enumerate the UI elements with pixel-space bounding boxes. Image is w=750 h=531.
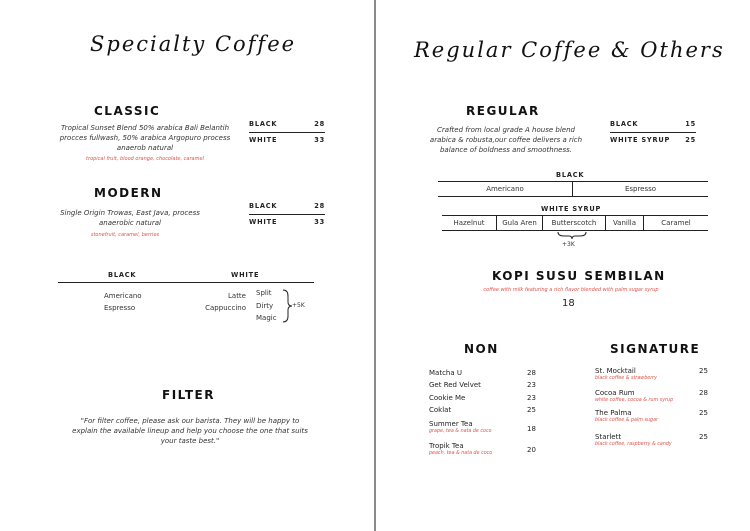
modern-tasting-notes: stonefruit, caramel, berries [90, 232, 160, 238]
classic-description: Tropical Sunset Blend 50% arabica Bali Belantih procces fullwash, 50% arabica Argopuro process anaerob natural [59, 124, 231, 152]
black-table-bottom-line [438, 196, 708, 197]
menu-item-description: black coffee, raspberry & candy [595, 442, 672, 447]
list-item [595, 367, 710, 381]
modern-price-table [249, 199, 325, 230]
classic-price-table [249, 117, 325, 148]
list-item [429, 381, 544, 389]
classic-black-label: BLACK [249, 120, 278, 128]
classic-white-price: 33 [314, 136, 325, 144]
filter-heading: FILTER [162, 388, 215, 402]
menu-item-description: peach, tea & nata de coco [429, 451, 493, 456]
classic-black-price: 28 [314, 120, 325, 128]
regular-black-price: 15 [685, 120, 696, 128]
option-split: Split [256, 289, 272, 297]
menu-item-name: Matcha U [429, 369, 462, 377]
styles-white-header: WHITE [231, 271, 260, 279]
menu-item-name: Get Red Velvet [429, 381, 481, 389]
classic-white-label: WHITE [249, 136, 278, 144]
syrup-brace-icon [557, 231, 587, 240]
black-item-americano: Americano [104, 292, 142, 300]
regular-description: Crafted from local grade A house blend arabica & robusta,our coffee delivers a rich balance of boldness and smoothness. [429, 126, 583, 154]
menu-item-name: Cookie Me [429, 394, 466, 402]
kopi-susu-heading: KOPI SUSU SEMBILAN [492, 269, 666, 283]
menu-item-description: black coffee & palm sugar [595, 418, 658, 423]
modern-black-price: 28 [314, 202, 325, 210]
options-upcharge: +5K [292, 302, 305, 309]
menu-item-name: Coklat [429, 406, 452, 414]
styles-black-header: BLACK [108, 271, 137, 279]
menu-item-name: The Palma [595, 409, 632, 417]
menu-item-price: 25 [699, 409, 708, 417]
modern-black-label: BLACK [249, 202, 278, 210]
modern-heading: MODERN [94, 186, 163, 200]
styles-divider [58, 282, 314, 283]
syrup-hazelnut: Hazelnut [453, 219, 485, 227]
regular-price-table [610, 117, 696, 148]
modern-white-price: 33 [314, 218, 325, 226]
list-item [429, 442, 544, 456]
regular-black-label: BLACK [610, 120, 639, 128]
black-options-row [438, 182, 708, 196]
black-option-americano: Americano [486, 185, 524, 193]
menu-item-price: 23 [527, 381, 536, 389]
menu-item-name: Cocoa Rum [595, 389, 635, 397]
list-item [429, 406, 544, 414]
menu-item-name: Starlett [595, 433, 622, 441]
menu-item-name: Summer Tea [429, 420, 473, 428]
menu-item-description: black coffee & strawberry [595, 376, 657, 381]
menu-item-price: 25 [527, 406, 536, 414]
non-heading: NON [464, 342, 499, 356]
menu-item-name: St. Mocktail [595, 367, 636, 375]
list-item [595, 409, 710, 423]
regular-heading: REGULAR [466, 104, 540, 118]
list-item [429, 420, 544, 434]
kopi-susu-price: 18 [562, 298, 575, 309]
option-dirty: Dirty [256, 301, 274, 310]
list-item [429, 369, 544, 377]
list-item [595, 389, 710, 403]
regular-white-price: 25 [685, 136, 696, 144]
syrup-caramel: Caramel [661, 219, 691, 227]
menu-item-price: 25 [699, 367, 708, 375]
menu-item-description: grape, tea & nata de coco [429, 429, 492, 434]
white-options-list [256, 287, 277, 325]
white-item-latte: Latte [228, 292, 246, 300]
syrup-butterscotch: Butterscotch [551, 219, 597, 227]
menu-item-price: 28 [527, 369, 536, 377]
styles-black-list [104, 290, 142, 314]
classic-tasting-notes: tropical fruit, blood orange, chocolate, caramel [86, 156, 204, 162]
menu-item-price: 20 [527, 446, 536, 454]
kopi-susu-description: coffee with milk featuring a rich flavor blended with palm sugar syrup [483, 287, 659, 293]
list-item [595, 433, 710, 447]
classic-heading: CLASSIC [94, 104, 161, 118]
signature-heading: SIGNATURE [610, 342, 701, 356]
styles-white-list [196, 290, 246, 314]
regular-coffee-page [376, 0, 750, 531]
white-item-cappuccino: Cappuccino [205, 304, 246, 312]
specialty-coffee-page [0, 0, 374, 531]
modern-white-label: WHITE [249, 218, 278, 226]
menu-item-description: white coffee, cocoa & rum syrup [595, 398, 674, 403]
syrup-table-header: WHITE SYRUP [541, 205, 602, 213]
menu-item-price: 23 [527, 394, 536, 402]
black-table-header: BLACK [556, 171, 585, 179]
black-item-espresso: Espresso [104, 304, 136, 312]
menu-item-name: Tropik Tea [429, 442, 464, 450]
menu-item-price: 28 [699, 389, 708, 397]
menu-item-price: 18 [527, 425, 536, 433]
modern-description: Single Origin Trowas, East Java, process anaerobic natural [60, 209, 200, 227]
syrup-options-row [442, 216, 708, 230]
menu-item-price: 25 [699, 433, 708, 441]
syrup-gula-aren: Gula Aren [502, 219, 537, 227]
syrup-vanilla: Vanilla [612, 219, 637, 227]
list-item [429, 394, 544, 402]
syrup-upcharge: +3K [562, 241, 575, 248]
page-title: Regular Coffee & Others [414, 38, 725, 62]
black-option-espresso: Espresso [624, 185, 657, 193]
option-magic: Magic [256, 314, 277, 322]
filter-note: "For filter coffee, please ask our barista. They will be happy to explain the available lineup and help you choose the one that suits your taste best." [72, 417, 308, 445]
page-title: Specialty Coffee [90, 32, 297, 56]
regular-white-label: WHITE SYRUP [610, 136, 671, 144]
